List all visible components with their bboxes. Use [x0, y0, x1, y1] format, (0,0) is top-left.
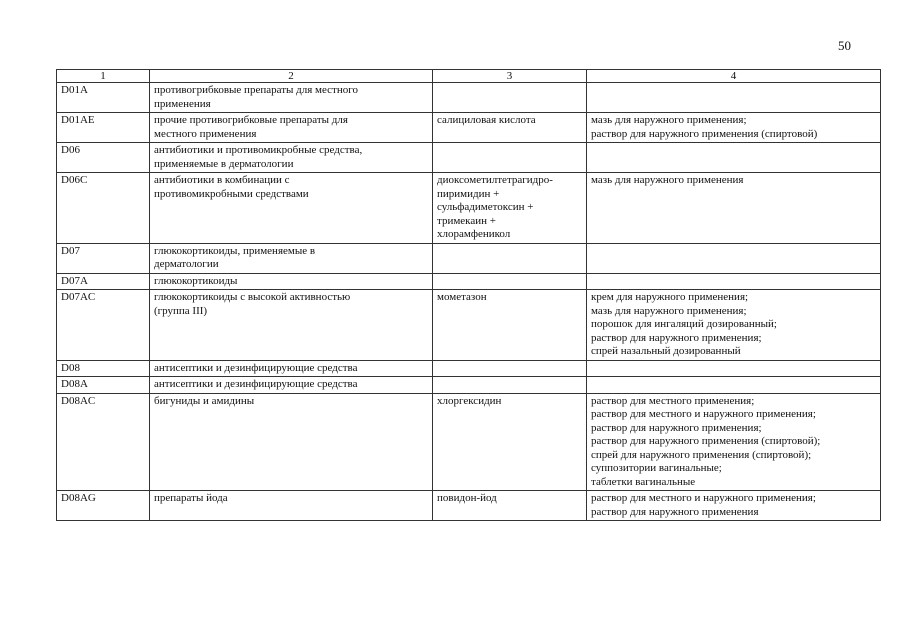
dosage-forms-line: спрей для наружного применения (спиртовой); — [591, 448, 812, 461]
substance-cell — [433, 290, 587, 361]
table-row — [57, 290, 881, 361]
substance-cell — [433, 393, 587, 491]
dosage-forms-cell — [587, 360, 881, 377]
dosage-forms-line: спрей назальный дозированный — [591, 345, 741, 357]
table-row — [57, 113, 881, 143]
group-name-line: противомикробными средствами — [154, 187, 309, 200]
dosage-forms-cell — [587, 243, 881, 273]
table-row — [57, 393, 881, 491]
substance-cell — [433, 173, 587, 244]
substance-cell — [433, 143, 587, 173]
substance-line: хлоргексидин — [437, 394, 502, 407]
dosage-forms-line: таблетки вагинальные — [591, 475, 696, 488]
dosage-forms-line: порошок для ингаляций дозированный; — [591, 318, 777, 330]
group-name-line: прочие противогрибковые препараты для — [154, 114, 348, 126]
table-row — [57, 143, 881, 173]
dosage-forms-line: крем для наружного применения; — [591, 291, 749, 303]
substance-line: пиримидин + — [437, 187, 500, 200]
dosage-forms-cell — [587, 83, 881, 113]
dosage-forms-cell — [587, 377, 881, 394]
dosage-forms-line: мазь для наружного применения; — [591, 114, 747, 126]
group-name-line: противогрибковые препараты для местного — [154, 84, 358, 96]
substance-cell — [433, 491, 587, 521]
dosage-forms-line: раствор для местного применения; — [591, 394, 755, 407]
column-header-1: 1 — [57, 70, 150, 83]
group-name-cell — [150, 243, 433, 273]
dosage-forms-line: суппозитории вагинальные; — [591, 462, 722, 474]
atc-code-cell: D06 — [57, 143, 150, 173]
dosage-forms-cell — [587, 393, 881, 491]
group-name-line: глюкокортикоиды — [154, 274, 238, 287]
substance-cell — [433, 377, 587, 394]
table-row — [57, 273, 881, 290]
atc-code-cell: D08A — [57, 377, 150, 394]
group-name-line: антисептики и дезинфицирующие средства — [154, 361, 358, 374]
atc-code-cell: D07AC — [57, 290, 150, 361]
substance-line: мометазон — [437, 291, 487, 303]
medicines-table — [56, 69, 881, 521]
atc-code-cell: D01A — [57, 83, 150, 113]
table-header-row — [57, 70, 881, 83]
table-row — [57, 377, 881, 394]
substance-cell — [433, 113, 587, 143]
table-body — [57, 83, 881, 521]
dosage-forms-cell — [587, 113, 881, 143]
group-name-cell — [150, 393, 433, 491]
group-name-line: препараты йода — [154, 492, 228, 504]
column-header-2: 2 — [150, 70, 433, 83]
group-name-cell — [150, 113, 433, 143]
group-name-line: дерматологии — [154, 258, 219, 270]
table-row — [57, 243, 881, 273]
column-header-4: 4 — [587, 70, 881, 83]
dosage-forms-line: мазь для наружного применения — [591, 174, 744, 186]
table-row — [57, 83, 881, 113]
dosage-forms-line: раствор для наружного применения (спиртовой); — [591, 435, 821, 447]
substance-line: повидон-йод — [437, 492, 497, 504]
substance-line: диоксометилтетрагидро- — [437, 174, 553, 186]
substance-line: салициловая кислота — [437, 114, 536, 126]
substance-cell — [433, 273, 587, 290]
substance-line: сульфадиметоксин + — [437, 201, 534, 213]
dosage-forms-line: раствор для наружного применения (спиртовой) — [591, 127, 818, 140]
atc-code-cell: D07A — [57, 273, 150, 290]
table-row — [57, 491, 881, 521]
group-name-cell — [150, 143, 433, 173]
substance-line: хлорамфеникол — [437, 228, 511, 240]
atc-code-cell: D08AC — [57, 393, 150, 491]
substance-line: тримекаин + — [437, 214, 496, 227]
substance-cell — [433, 83, 587, 113]
dosage-forms-line: раствор для наружного применения; — [591, 331, 762, 344]
group-name-cell — [150, 83, 433, 113]
table-row — [57, 360, 881, 377]
group-name-line: антибиотики и противомикробные средства, — [154, 144, 363, 156]
dosage-forms-line: раствор для наружного применения — [591, 505, 759, 518]
column-header-3: 3 — [433, 70, 587, 83]
atc-code-cell: D08AG — [57, 491, 150, 521]
group-name-line: (группа III) — [154, 304, 208, 317]
group-name-cell — [150, 491, 433, 521]
group-name-line: глюкокортикоиды с высокой активностью — [154, 291, 351, 303]
atc-code-cell: D06C — [57, 173, 150, 244]
group-name-cell — [150, 377, 433, 394]
group-name-line: антибиотики в комбинации с — [154, 174, 290, 186]
group-name-line: антисептики и дезинфицирующие средства — [154, 378, 358, 390]
group-name-line: местного применения — [154, 127, 257, 140]
group-name-cell — [150, 360, 433, 377]
group-name-line: применяемые в дерматологии — [154, 157, 294, 170]
dosage-forms-line: раствор для местного и наружного применения; — [591, 492, 816, 504]
substance-cell — [433, 360, 587, 377]
group-name-line: бигуниды и амидины — [154, 394, 255, 407]
atc-code-cell: D08 — [57, 360, 150, 377]
dosage-forms-line: мазь для наружного применения; — [591, 304, 747, 317]
dosage-forms-cell — [587, 143, 881, 173]
dosage-forms-cell — [587, 173, 881, 244]
dosage-forms-cell — [587, 273, 881, 290]
dosage-forms-line: раствор для местного и наружного применения; — [591, 408, 816, 420]
dosage-forms-cell — [587, 491, 881, 521]
group-name-cell — [150, 173, 433, 244]
substance-cell — [433, 243, 587, 273]
dosage-forms-line: раствор для наружного применения; — [591, 421, 762, 434]
atc-code-cell: D07 — [57, 243, 150, 273]
page-number: 50 — [838, 38, 851, 53]
table-row — [57, 173, 881, 244]
dosage-forms-cell — [587, 290, 881, 361]
group-name-cell — [150, 273, 433, 290]
group-name-cell — [150, 290, 433, 361]
group-name-line: глюкокортикоиды, применяемые в — [154, 244, 316, 257]
group-name-line: применения — [154, 97, 211, 110]
atc-code-cell: D01AE — [57, 113, 150, 143]
